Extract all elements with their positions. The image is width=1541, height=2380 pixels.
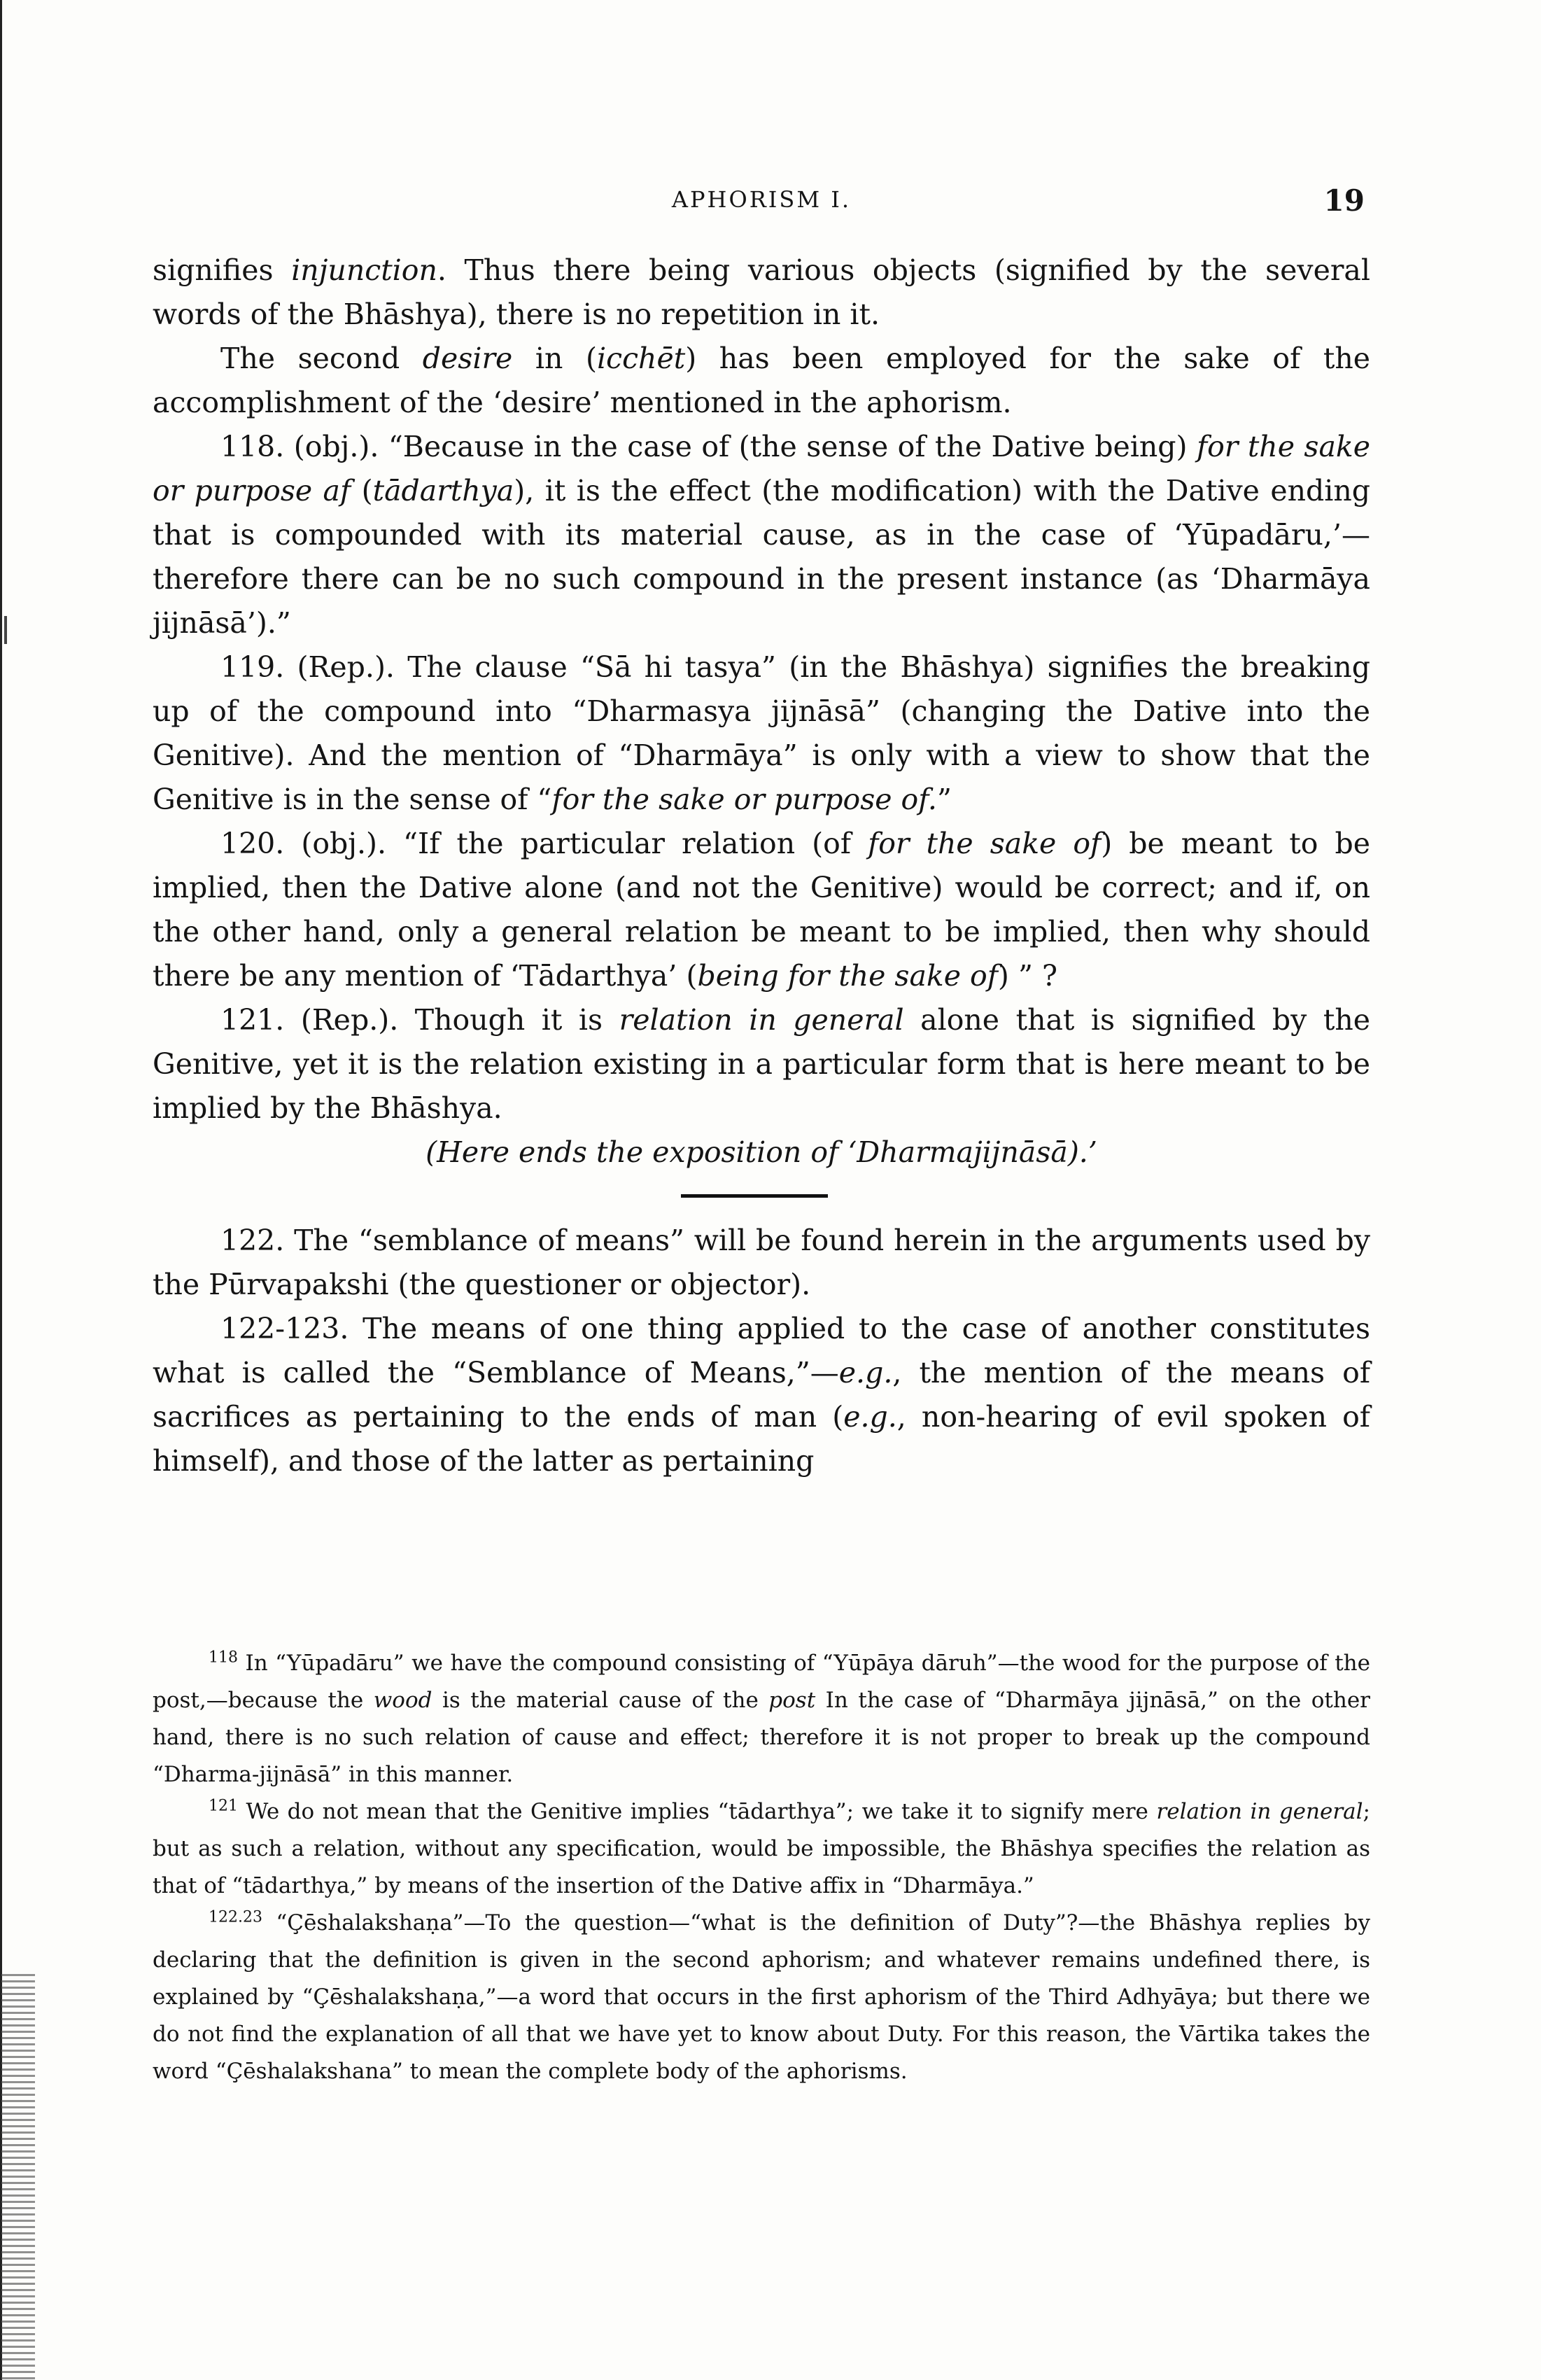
paragraph-122-123: 122-123. The means of one thing applied to the case of another constitutes what is called the “Semblance of Means,”—e.g., the mention of the means of sacrifices as pertaining to the ends of man (e.g., non-hearing of evil spoken of himself), and those of the latter as pertaining [153,1312,1370,1478]
divider-rule [681,1194,828,1198]
paragraph-118: 118. (obj.). “Because in the case of (the sense of the Dative being) for the sake or purpose af (tādarthya), it is the effect (the modification) with the Dative ending that is compounded with its material cause, as in the case of ‘Yūpadāru,’—therefore there can be no such compound in the present instance (as ‘Dharmāya jijnāsā’).” [153,430,1371,640]
running-head [153,183,1370,225]
footnotes [153,1645,1370,2090]
paragraph-desire: The second desire in (icchēt) has been employed for the sake of the accomplishment of the ‘desire’ mentioned in the aphorism. [153,342,1370,419]
paragraph-120: 120. (obj.). “If the particular relation (of for the sake of) be meant to be implied, then the Dative alone (and not the Genitive) would be correct; and if, on the other hand, only a general relation be meant to be implied, then why should there be any mention of ‘Tādarthya’ (being for the sake of) ” ? [153,827,1370,993]
footnote-number: 122.23 [209,1908,262,1926]
scan-edge-mark [4,616,7,644]
footnote-number: 118 [209,1648,238,1667]
footnote-122-123: $^{122.23}$ “Çēshalakshaṇa”—To the question—“what is the definition of Duty”?—the Bhāshya replies by declaring that the definition is given in the second aphorism; and whatever remains undefined there, is explained by “Çēshalakshaṇa,”—a word that occurs in the first aphorism of the Third Adhyāya; but there we do not find the explanation of all that we have yet to know about Duty. For this reason, the Vārtika takes the word “Çēshalakshana” to mean the complete body of the aphorisms. [153,1908,1370,2084]
footnote-number: 121 [209,1797,238,1815]
footnote-118: $^{118}$ In “Yūpadāru” we have the compound consisting of “Yūpāya dāruh”—the wood for the purpose of the post,—because the wood is the material cause of the post In the case of “Dharmāya jijnāsā,” on the other hand, there is no such relation of cause and effect; therefore it is not proper to break up the compound “Dharma-jijnāsā” in this manner. [153,1648,1370,1787]
paragraph-119: 119. (Rep.). The clause “Sā hi tasya” (in the Bhāshya) signifies the breaking up of the compound into “Dharmasya jijnāsā” (changing the Dative into the Genitive). And the mention of “Dharmāya” is only with a view to show that the Genitive is in the sense of “for the sake or purpose of.” [153,650,1370,816]
paragraph-122: 122. The “semblance of means” will be found herein in the arguments used by the Pūrvapakshi (the questioner or objector). [153,1224,1370,1301]
section-end-note: (Here ends the exposition of ‘Dharmajijnāsā).’ [425,1135,1097,1169]
scan-edge-speckle [1,1974,35,2380]
footnote-121: $^{121}$ We do not mean that the Genitive implies “tādarthya”; we take it to signify mere relation in general; but as such a relation, without any specification, would be impossible, the Bhāshya specifies the relation as that of “tādarthya,” by means of the insertion of the Dative affix in “Dharmāya.” [153,1797,1370,1898]
book-page [153,0,1370,2380]
main-text [153,248,1370,1483]
section-divider [153,1175,1370,1219]
running-title: APHORISM I. [671,186,852,213]
page-number: 19 [1323,183,1365,218]
paragraph-121: 121. (Rep.). Though it is relation in general alone that is signified by the Genitive, yet it is the relation existing in a particular form that is here meant to be implied by the Bhāshya. [153,1003,1370,1125]
paragraph-continuation: signifies injunction. Thus there being various objects (signified by the several words of the Bhāshya), there is no repetition in it. [153,253,1370,331]
